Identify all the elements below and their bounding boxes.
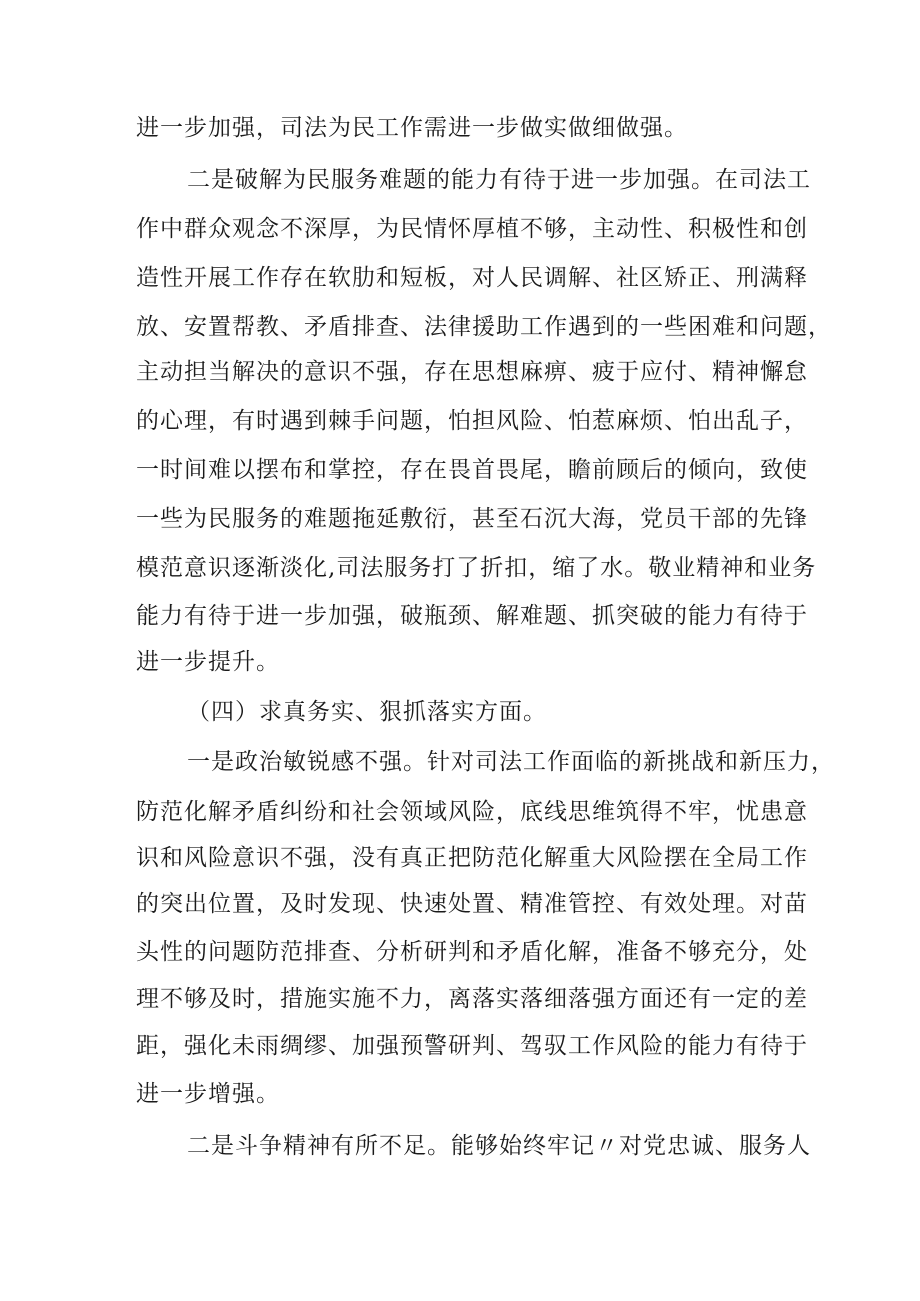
text-line: 一些为民服务的难题拖延敷衍，甚至石沉大海，党员干部的先锋 <box>136 506 808 532</box>
text-line: 模范意识逐渐淡化,司法服务打了折扣，缩了水。敬业精神和业务 <box>136 555 817 581</box>
text-line: 进一步提升。 <box>136 649 280 675</box>
text-line: 识和风险意识不强，没有真正把防范化解重大风险摆在全局工作 <box>136 845 808 871</box>
text-line: 能力有待于进一步加强，破瓶颈、解难题、抓突破的能力有待于 <box>136 603 808 629</box>
text-line: 作中群众观念不深厚，为民情怀厚植不够，主动性、积极性和创 <box>136 216 808 242</box>
text-line: 一时间难以摆布和掌控，存在畏首畏尾，瞻前顾后的倾向，致使 <box>136 457 808 483</box>
paragraph-start-line: 一是政治敏锐感不强。针对司法工作面临的新挑战和新压力， <box>187 749 835 775</box>
text-line: 的突出位置，及时发现、快速处置、精准管控、有效处理。对苗 <box>136 891 808 917</box>
text-line: 的心理，有时遇到棘手问题，怕担风险、怕惹麻烦、怕出乱子， <box>136 408 808 434</box>
text-line: 进一步加强，司法为民工作需进一步做实做细做强。 <box>136 115 688 141</box>
paragraph-start-line: 二是破解为民服务难题的能力有待于进一步加强。在司法工 <box>187 167 811 193</box>
text-line: 进一步增强。 <box>136 1081 280 1107</box>
text-line: 理不够及时，措施实施不力，离落实落细落强方面还有一定的差 <box>136 986 808 1012</box>
text-line: 距，强化未雨绸缪、加强预警研判、驾驭工作风险的能力有待于 <box>136 1033 808 1059</box>
text-line: 放、安置帮教、矛盾排查、法律援助工作遇到的一些困难和问题， <box>136 314 832 340</box>
text-line: 主动担当解决的意识不强，存在思想麻痹、疲于应付、精神懈怠 <box>136 359 808 385</box>
text-line: 防范化解矛盾纠纷和社会领域风险，底线思维筑得不牢，忧患意 <box>136 799 808 825</box>
text-line: 造性开展工作存在软肋和短板，对人民调解、社区矫正、刑满释 <box>136 265 808 291</box>
paragraph-start-line: 二是斗争精神有所不足。能够始终牢记〃对党忠诚、服务人 <box>187 1133 811 1159</box>
text-line: 头性的问题防范排查、分析研判和矛盾化解，准备不够充分，处 <box>136 939 808 965</box>
section-heading: （四）求真务实、狠抓落实方面。 <box>187 699 547 725</box>
